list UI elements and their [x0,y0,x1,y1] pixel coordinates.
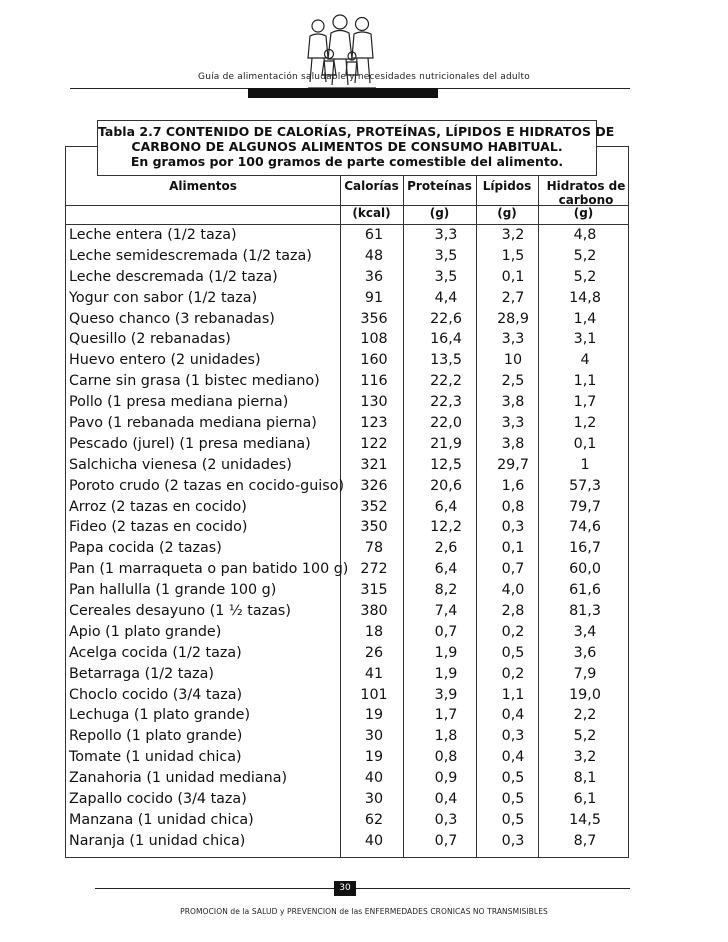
proteins-cell: 16,4 [430,331,462,348]
table-row [66,246,628,267]
table-row [66,413,628,434]
proteins-cell: 12,5 [430,456,462,473]
table-row [66,580,628,601]
lipids-cell: 0,4 [501,749,525,766]
calories-cell: 356 [360,310,388,327]
lipids-cell: 0,3 [501,832,525,849]
proteins-cell: 0,3 [434,811,458,828]
page-number: 30 [334,881,356,896]
carbs-cell: 8,1 [573,770,597,787]
carbs-cell: 79,7 [569,498,601,515]
table-row [66,622,628,643]
lipids-cell: 0,5 [501,770,525,787]
calories-cell: 26 [364,644,384,661]
lipids-cell: 0,5 [501,811,525,828]
food-cell: Choclo cocido (3/4 taza) [69,686,243,703]
food-cell: Zapallo cocido (3/4 taza) [69,791,247,808]
food-cell: Pollo (1 presa mediana pierna) [69,394,289,411]
calories-cell: 91 [364,289,384,306]
food-cell: Pescado (jurel) (1 presa mediana) [69,435,311,452]
calories-cell: 272 [360,561,388,578]
calories-cell: 78 [364,540,384,557]
calories-cell: 380 [360,603,388,620]
lipids-cell: 3,8 [501,435,525,452]
food-cell: Arroz (2 tazas en cocido) [69,498,247,515]
food-cell: Carne sin grasa (1 bistec mediano) [69,373,320,390]
proteins-cell: 20,6 [430,477,462,494]
lipids-cell: 2,5 [501,373,525,390]
food-cell: Apio (1 plato grande) [69,623,222,640]
carbs-cell: 5,2 [573,268,597,285]
lipids-cell: 0,4 [501,707,525,724]
proteins-cell: 22,6 [430,310,462,327]
lipids-cell: 0,1 [501,268,525,285]
table-row [66,685,628,706]
food-cell: Naranja (1 unidad chica) [69,832,246,849]
proteins-cell: 4,4 [434,289,458,306]
carbs-cell: 7,9 [573,665,597,682]
table-title-line2: CARBONO DE ALGUNOS ALIMENTOS DE CONSUMO HABITUAL. [131,139,563,154]
food-cell: Queso chanco (3 rebanadas) [69,310,275,327]
carbs-cell: 14,5 [569,811,601,828]
table-row [66,392,628,413]
proteins-cell: 3,5 [434,268,458,285]
calories-cell: 19 [364,707,384,724]
carbs-cell: 57,3 [569,477,601,494]
table-row [66,747,628,768]
proteins-cell: 6,4 [434,498,458,515]
carbs-cell: 4,8 [573,227,597,243]
table-row [66,455,628,476]
table-title-box [97,120,615,176]
calories-cell: 116 [360,373,388,390]
lipids-cell: 29,7 [497,456,529,473]
unit-lipids: (g) [497,206,517,220]
table-row [66,225,628,246]
table-row [66,350,628,371]
carbs-cell: 1,2 [573,415,597,432]
table-row [66,434,628,455]
carbs-cell: 0,1 [573,435,597,452]
table-row [66,517,628,538]
lipids-cell: 1,1 [501,686,525,703]
calories-cell: 40 [364,770,384,787]
proteins-cell: 1,8 [434,728,458,745]
food-cell: Acelga cocida (1/2 taza) [69,644,242,661]
calories-cell: 30 [364,791,384,808]
table-row [66,789,628,810]
table-row [66,810,628,831]
carbs-cell: 14,8 [569,289,601,306]
table-row [66,705,628,726]
table-row [66,559,628,580]
table-row [66,643,628,664]
food-cell: Lechuga (1 plato grande) [69,707,251,724]
calories-cell: 315 [360,582,388,599]
carbs-cell: 61,6 [569,582,601,599]
table-row [66,726,628,747]
food-cell: Manzana (1 unidad chica) [69,811,254,828]
column-header-carbs [538,179,634,207]
lipids-cell: 0,5 [501,644,525,661]
proteins-cell: 0,4 [434,791,458,808]
food-cell: Leche semidescremada (1/2 taza) [69,247,312,264]
lipids-cell: 0,5 [501,791,525,808]
food-cell: Huevo entero (2 unidades) [69,352,261,369]
column-header-carbs-line1: Hidratos de [546,179,626,193]
proteins-cell: 22,2 [430,373,462,390]
proteins-cell: 3,5 [434,247,458,264]
lipids-cell: 1,5 [501,247,525,264]
food-cell: Salchicha vienesa (2 unidades) [69,456,292,473]
lipids-cell: 3,3 [501,415,525,432]
proteins-cell: 1,9 [434,665,458,682]
calories-cell: 30 [364,728,384,745]
table-row [66,664,628,685]
proteins-cell: 12,2 [430,519,462,536]
calories-cell: 130 [360,394,388,411]
carbs-cell: 60,0 [569,561,601,578]
proteins-cell: 22,3 [430,394,462,411]
proteins-cell: 13,5 [430,352,462,369]
calories-cell: 41 [364,665,384,682]
lipids-cell: 10 [503,352,523,369]
carbs-cell: 5,2 [573,728,597,745]
proteins-cell: 1,7 [434,707,458,724]
food-cell: Leche entera (1/2 taza) [69,227,237,243]
carbs-cell: 3,4 [573,623,597,640]
carbs-cell: 1,4 [573,310,597,327]
lipids-cell: 0,3 [501,728,525,745]
food-cell: Quesillo (2 rebanadas) [69,331,231,348]
proteins-cell: 2,6 [434,540,458,557]
proteins-cell: 0,9 [434,770,458,787]
calories-cell: 321 [360,456,388,473]
lipids-cell: 2,8 [501,603,525,620]
table-title-line1: Tabla 2.7 CONTENIDO DE CALORÍAS, PROTEÍNAS, LÍPIDOS E HIDRATOS DE [98,124,615,139]
column-header-food: Alimentos [169,179,237,193]
table-row [66,288,628,309]
calories-cell: 40 [364,832,384,849]
food-cell: Cereales desayuno (1 ½ tazas) [69,603,291,620]
proteins-cell: 6,4 [434,561,458,578]
carbs-cell: 3,2 [573,749,597,766]
food-cell: Pan hallulla (1 grande 100 g) [69,582,277,599]
proteins-cell: 8,2 [434,582,458,599]
carbs-cell: 81,3 [569,603,601,620]
table-row [66,329,628,350]
lipids-cell: 0,3 [501,519,525,536]
food-cell: Tomate (1 unidad chica) [69,749,242,766]
lipids-cell: 0,7 [501,561,525,578]
calories-cell: 62 [364,811,384,828]
column-header-lipids: Lípidos [482,179,532,193]
column-header-calories: Calorías [344,179,399,193]
food-cell: Pan (1 marraqueta o pan batido 100 g) [69,561,349,578]
carbs-cell: 16,7 [569,540,601,557]
food-cell: Poroto crudo (2 tazas en cocido-guiso) [69,477,345,494]
table-row [66,476,628,497]
carbs-cell: 6,1 [573,791,597,808]
table-row [66,309,628,330]
calories-cell: 108 [360,331,388,348]
proteins-cell: 0,7 [434,623,458,640]
calories-cell: 350 [360,519,388,536]
calories-cell: 326 [360,477,388,494]
lipids-cell: 3,8 [501,394,525,411]
table-row [66,831,628,852]
table-row [66,497,628,518]
carbs-cell: 3,6 [573,644,597,661]
carbs-cell: 8,7 [573,832,597,849]
carbs-cell: 2,2 [573,707,597,724]
lipids-cell: 0,2 [501,623,525,640]
lipids-cell: 1,6 [501,477,525,494]
carbs-cell: 74,6 [569,519,601,536]
proteins-cell: 0,8 [434,749,458,766]
proteins-cell: 0,7 [434,832,458,849]
table-row [66,538,628,559]
food-cell: Zanahoria (1 unidad mediana) [69,770,288,787]
lipids-cell: 0,2 [501,665,525,682]
calories-cell: 36 [364,268,384,285]
food-cell: Betarraga (1/2 taza) [69,665,214,682]
proteins-cell: 3,3 [434,227,458,243]
table-row [66,371,628,392]
table-row [66,768,628,789]
lipids-cell: 0,1 [501,540,525,557]
table-body [66,225,628,852]
food-cell: Papa cocida (2 tazas) [69,540,222,557]
carbs-cell: 19,0 [569,686,601,703]
calories-cell: 101 [360,686,388,703]
calories-cell: 123 [360,415,388,432]
unit-calories: (kcal) [352,206,391,220]
calories-cell: 18 [364,623,384,640]
lipids-cell: 4,0 [501,582,525,599]
food-cell: Pavo (1 rebanada mediana pierna) [69,415,317,432]
lipids-cell: 3,3 [501,331,525,348]
footer-program-text: PROMOCION de la SALUD y PREVENCION de las ENFERMEDADES CRONICAS NO TRANSMISIBLES [180,907,548,916]
column-header-proteins: Proteínas [407,179,472,193]
unit-proteins: (g) [429,206,450,220]
table-row [66,267,628,288]
food-cell: Repollo (1 plato grande) [69,728,243,745]
carbs-cell: 3,1 [573,331,597,348]
header-bar [248,88,438,98]
proteins-cell: 1,9 [434,644,458,661]
lipids-cell: 2,7 [501,289,525,306]
table-title-line3: En gramos por 100 gramos de parte comestible del alimento. [130,154,564,169]
lipids-cell: 3,2 [501,227,525,243]
calories-cell: 352 [360,498,388,515]
proteins-cell: 7,4 [434,603,458,620]
running-title: Guía de alimentación saludable y necesidades nutricionales del adulto [198,72,530,82]
calories-cell: 160 [360,352,388,369]
food-cell: Leche descremada (1/2 taza) [69,268,278,285]
food-cell: Yogur con sabor (1/2 taza) [69,289,258,306]
lipids-cell: 0,8 [501,498,525,515]
footer-rule [95,888,630,889]
table-row [66,601,628,622]
calories-cell: 48 [364,247,384,264]
carbs-cell: 1 [580,456,590,473]
carbs-cell: 1,1 [573,373,597,390]
carbs-cell: 4 [580,352,590,369]
proteins-cell: 22,0 [430,415,462,432]
food-cell: Fideo (2 tazas en cocido) [69,519,248,536]
carbs-cell: 5,2 [573,247,597,264]
proteins-cell: 21,9 [430,435,462,452]
calories-cell: 61 [364,227,384,243]
carbs-cell: 1,7 [573,394,597,411]
unit-carbs: (g) [573,206,594,220]
calories-cell: 122 [360,435,388,452]
proteins-cell: 3,9 [434,686,458,703]
calories-cell: 19 [364,749,384,766]
lipids-cell: 28,9 [497,310,529,327]
column-header-carbs-line2: carbono [558,193,614,207]
